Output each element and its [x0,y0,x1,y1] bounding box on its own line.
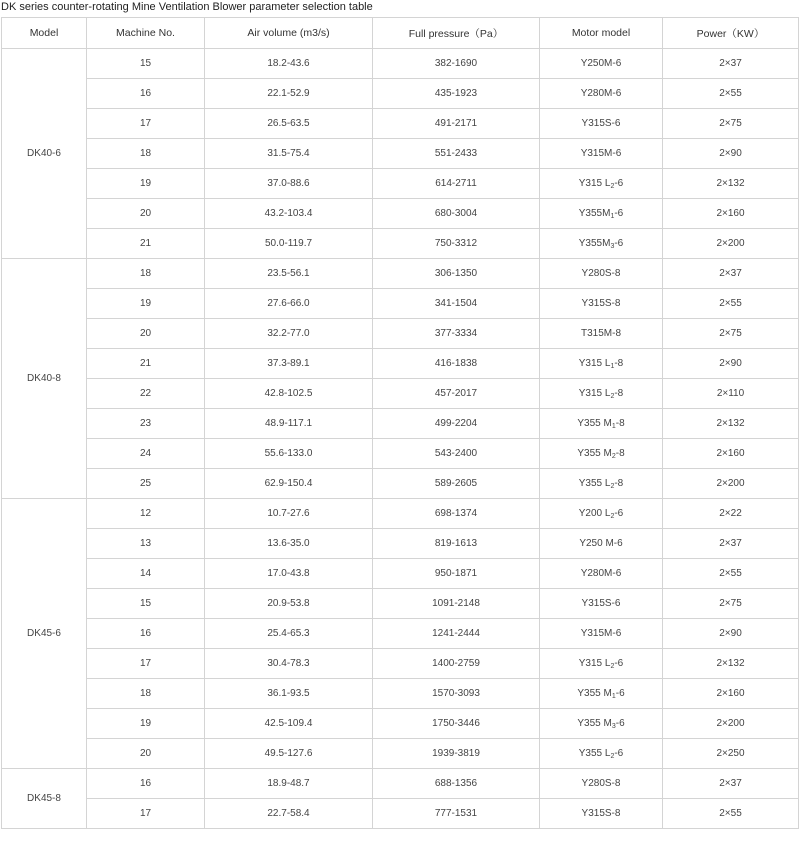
motor-model-prefix: Y315 L [578,658,611,669]
machine-no-cell: 18 [87,679,205,709]
power-cell: 2×132 [663,409,799,439]
motor-model-cell [540,709,663,739]
air-volume-cell: 49.5-127.6 [205,739,373,769]
motor-model-prefix: Y315M-6 [580,148,622,159]
air-volume-cell: 25.4-65.3 [205,619,373,649]
motor-model-prefix: Y355 M [577,418,612,429]
table-row [2,739,799,769]
table-row [2,259,799,289]
full-pressure-cell: 698-1374 [373,499,540,529]
machine-no-cell: 12 [87,499,205,529]
header-motor-model: Motor model [540,18,663,49]
air-volume-cell: 18.2-43.6 [205,49,373,79]
motor-model-cell [540,79,663,109]
table-row [2,499,799,529]
motor-model-prefix: T315M-8 [580,328,621,339]
table-row [2,289,799,319]
power-cell: 2×55 [663,289,799,319]
motor-model-subscript: 1 [610,363,615,370]
power-cell: 2×160 [663,439,799,469]
table-body [2,49,799,829]
full-pressure-cell: 491-2171 [373,109,540,139]
motor-model-cell [540,679,663,709]
motor-model-cell [540,139,663,169]
power-cell: 2×55 [663,799,799,829]
motor-model-suffix: -6 [614,658,624,669]
table-row [2,799,799,829]
power-cell: 2×132 [663,169,799,199]
machine-no-cell: 16 [87,769,205,799]
air-volume-cell: 37.3-89.1 [205,349,373,379]
machine-no-cell: 21 [87,349,205,379]
table-row [2,229,799,259]
header-full-pressure: Full pressure（Pa） [373,18,540,49]
motor-model-suffix: -6 [614,208,624,219]
full-pressure-cell: 819-1613 [373,529,540,559]
model-cell: DK45-8 [2,769,87,829]
motor-model-suffix: -8 [614,388,624,399]
table-row [2,379,799,409]
air-volume-cell: 37.0-88.6 [205,169,373,199]
motor-model-prefix: Y315 L [578,388,611,399]
table-row [2,319,799,349]
motor-model-suffix: -8 [614,478,624,489]
model-cell: DK40-6 [2,49,87,259]
air-volume-cell: 18.9-48.7 [205,769,373,799]
table-row [2,709,799,739]
motor-model-cell [540,199,663,229]
motor-model-cell [540,319,663,349]
motor-model-subscript: 3 [610,243,615,250]
header-row [2,18,799,49]
machine-no-cell: 21 [87,229,205,259]
motor-model-cell [540,499,663,529]
machine-no-cell: 20 [87,739,205,769]
motor-model-suffix: -6 [615,688,625,699]
air-volume-cell: 17.0-43.8 [205,559,373,589]
motor-model-subscript: 1 [610,213,615,220]
power-cell: 2×160 [663,679,799,709]
motor-model-suffix: -6 [614,238,624,249]
air-volume-cell: 20.9-53.8 [205,589,373,619]
air-volume-cell: 27.6-66.0 [205,289,373,319]
power-cell: 2×200 [663,469,799,499]
motor-model-prefix: Y355M [578,238,611,249]
power-cell: 2×75 [663,319,799,349]
power-cell: 2×55 [663,559,799,589]
machine-no-cell: 23 [87,409,205,439]
power-cell: 2×75 [663,109,799,139]
motor-model-prefix: Y280M-6 [580,88,622,99]
full-pressure-cell: 435-1923 [373,79,540,109]
table-row [2,199,799,229]
power-cell: 2×132 [663,649,799,679]
air-volume-cell: 10.7-27.6 [205,499,373,529]
machine-no-cell: 17 [87,799,205,829]
air-volume-cell: 26.5-63.5 [205,109,373,139]
header-air-volume: Air volume (m3/s) [205,18,373,49]
air-volume-cell: 23.5-56.1 [205,259,373,289]
table-row [2,109,799,139]
power-cell: 2×200 [663,709,799,739]
power-cell: 2×37 [663,769,799,799]
table-row [2,619,799,649]
parameter-table [1,17,799,829]
table-header [2,18,799,49]
motor-model-prefix: Y355 M [577,448,612,459]
power-cell: 2×250 [663,739,799,769]
table-row [2,409,799,439]
air-volume-cell: 55.6-133.0 [205,439,373,469]
air-volume-cell: 42.5-109.4 [205,709,373,739]
power-cell: 2×160 [663,199,799,229]
machine-no-cell: 18 [87,139,205,169]
model-cell: DK45-6 [2,499,87,769]
machine-no-cell: 24 [87,439,205,469]
power-cell: 2×75 [663,589,799,619]
power-cell: 2×22 [663,499,799,529]
full-pressure-cell: 1400-2759 [373,649,540,679]
air-volume-cell: 32.2-77.0 [205,319,373,349]
power-cell: 2×37 [663,529,799,559]
motor-model-cell [540,229,663,259]
table-row [2,589,799,619]
motor-model-prefix: Y315S-6 [581,598,621,609]
motor-model-cell [540,409,663,439]
machine-no-cell: 20 [87,319,205,349]
motor-model-suffix: -8 [615,418,625,429]
machine-no-cell: 19 [87,709,205,739]
motor-model-cell [540,49,663,79]
full-pressure-cell: 377-3334 [373,319,540,349]
machine-no-cell: 16 [87,619,205,649]
motor-model-prefix: Y315S-8 [581,298,621,309]
power-cell: 2×200 [663,229,799,259]
motor-model-cell [540,379,663,409]
full-pressure-cell: 680-3004 [373,199,540,229]
header-power: Power（KW） [663,18,799,49]
full-pressure-cell: 457-2017 [373,379,540,409]
motor-model-cell [540,259,663,289]
motor-model-cell [540,619,663,649]
machine-no-cell: 25 [87,469,205,499]
motor-model-subscript: 1 [611,693,616,700]
motor-model-prefix: Y315 L [578,358,611,369]
air-volume-cell: 50.0-119.7 [205,229,373,259]
motor-model-subscript: 2 [610,483,615,490]
machine-no-cell: 19 [87,169,205,199]
motor-model-cell [540,529,663,559]
full-pressure-cell: 341-1504 [373,289,540,319]
motor-model-subscript: 1 [611,423,616,430]
full-pressure-cell: 382-1690 [373,49,540,79]
header-model: Model [2,18,87,49]
air-volume-cell: 13.6-35.0 [205,529,373,559]
machine-no-cell: 18 [87,259,205,289]
air-volume-cell: 43.2-103.4 [205,199,373,229]
full-pressure-cell: 950-1871 [373,559,540,589]
machine-no-cell: 17 [87,109,205,139]
table-row [2,49,799,79]
machine-no-cell: 15 [87,49,205,79]
table-row [2,529,799,559]
motor-model-prefix: Y250 M-6 [579,538,623,549]
motor-model-suffix: -6 [614,178,624,189]
power-cell: 2×55 [663,79,799,109]
machine-no-cell: 13 [87,529,205,559]
table-row [2,769,799,799]
motor-model-prefix: Y200 L [578,508,611,519]
full-pressure-cell: 1241-2444 [373,619,540,649]
machine-no-cell: 16 [87,79,205,109]
full-pressure-cell: 1570-3093 [373,679,540,709]
table-row [2,169,799,199]
air-volume-cell: 62.9-150.4 [205,469,373,499]
motor-model-prefix: Y315M-6 [580,628,622,639]
motor-model-suffix: -8 [614,358,624,369]
air-volume-cell: 22.1-52.9 [205,79,373,109]
table-caption: DK series counter-rotating Mine Ventilation Blower parameter selection table [1,1,373,13]
motor-model-cell [540,439,663,469]
motor-model-prefix: Y355 L [578,748,611,759]
air-volume-cell: 48.9-117.1 [205,409,373,439]
table-row [2,559,799,589]
motor-model-subscript: 2 [610,753,615,760]
machine-no-cell: 15 [87,589,205,619]
full-pressure-cell: 416-1838 [373,349,540,379]
motor-model-prefix: Y355 M [577,718,612,729]
motor-model-cell [540,169,663,199]
table-row [2,439,799,469]
air-volume-cell: 30.4-78.3 [205,649,373,679]
motor-model-subscript: 2 [610,663,615,670]
full-pressure-cell: 499-2204 [373,409,540,439]
motor-model-prefix: Y355 M [577,688,612,699]
motor-model-cell [540,289,663,319]
full-pressure-cell: 1091-2148 [373,589,540,619]
motor-model-suffix: -8 [615,448,625,459]
motor-model-cell [540,349,663,379]
full-pressure-cell: 589-2605 [373,469,540,499]
table-row [2,139,799,169]
motor-model-cell [540,799,663,829]
power-cell: 2×90 [663,349,799,379]
header-machine-no: Machine No. [87,18,205,49]
full-pressure-cell: 688-1356 [373,769,540,799]
air-volume-cell: 22.7-58.4 [205,799,373,829]
motor-model-cell [540,589,663,619]
motor-model-prefix: Y280S-8 [581,268,621,279]
air-volume-cell: 42.8-102.5 [205,379,373,409]
motor-model-cell [540,559,663,589]
full-pressure-cell: 551-2433 [373,139,540,169]
machine-no-cell: 19 [87,289,205,319]
motor-model-subscript: 2 [611,453,616,460]
motor-model-cell [540,739,663,769]
table-row [2,679,799,709]
full-pressure-cell: 750-3312 [373,229,540,259]
motor-model-subscript: 3 [611,723,616,730]
model-cell: DK40-8 [2,259,87,499]
motor-model-prefix: Y280M-6 [580,568,622,579]
power-cell: 2×37 [663,49,799,79]
machine-no-cell: 20 [87,199,205,229]
motor-model-prefix: Y250M-6 [580,58,622,69]
air-volume-cell: 36.1-93.5 [205,679,373,709]
full-pressure-cell: 1939-3819 [373,739,540,769]
table-row [2,349,799,379]
full-pressure-cell: 614-2711 [373,169,540,199]
full-pressure-cell: 306-1350 [373,259,540,289]
motor-model-suffix: -6 [615,718,625,729]
machine-no-cell: 14 [87,559,205,589]
machine-no-cell: 17 [87,649,205,679]
motor-model-cell [540,469,663,499]
motor-model-prefix: Y355M [578,208,611,219]
motor-model-cell [540,769,663,799]
power-cell: 2×37 [663,259,799,289]
motor-model-suffix: -6 [614,748,624,759]
full-pressure-cell: 543-2400 [373,439,540,469]
table-row [2,469,799,499]
full-pressure-cell: 777-1531 [373,799,540,829]
power-cell: 2×90 [663,139,799,169]
motor-model-prefix: Y315S-8 [581,808,621,819]
motor-model-prefix: Y355 L [578,478,611,489]
table-row [2,79,799,109]
motor-model-prefix: Y280S-8 [581,778,621,789]
machine-no-cell: 22 [87,379,205,409]
table-row [2,649,799,679]
motor-model-cell [540,649,663,679]
power-cell: 2×110 [663,379,799,409]
motor-model-subscript: 2 [610,393,615,400]
motor-model-subscript: 2 [610,513,615,520]
power-cell: 2×90 [663,619,799,649]
air-volume-cell: 31.5-75.4 [205,139,373,169]
motor-model-cell [540,109,663,139]
full-pressure-cell: 1750-3446 [373,709,540,739]
motor-model-suffix: -6 [614,508,624,519]
motor-model-subscript: 2 [610,183,615,190]
motor-model-prefix: Y315 L [578,178,611,189]
motor-model-prefix: Y315S-6 [581,118,621,129]
